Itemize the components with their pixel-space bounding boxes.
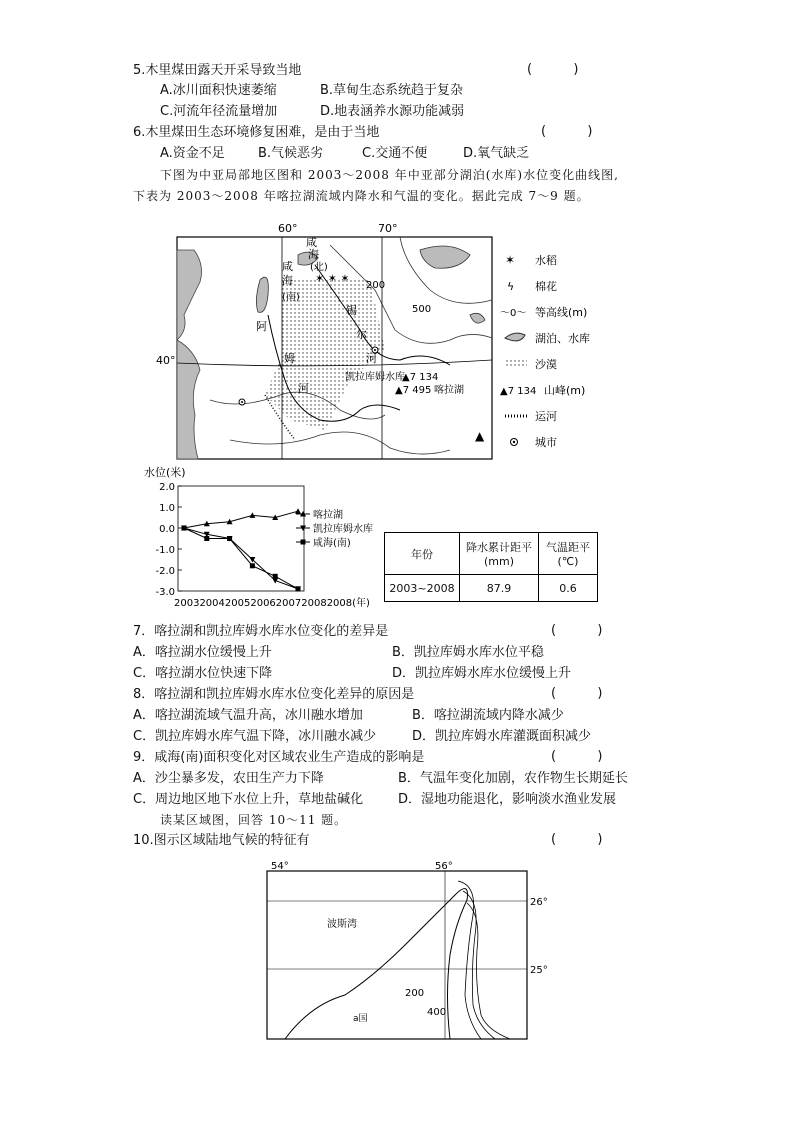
lat-25-label: 25° (530, 965, 548, 976)
rice-symbol: ✶ ✶ ✶ (315, 272, 350, 285)
chart-plot-frame (178, 486, 304, 591)
chart-series-line-0 (184, 511, 298, 528)
legend-lake: 湖泊、水库 (535, 332, 590, 345)
water-level-chart (140, 462, 385, 612)
q7-option-b: B．凯拉库姆水库水位平稳 (392, 645, 544, 660)
lon-70-label: 70° (378, 222, 398, 235)
table-cell-year: 2003~2008 (385, 575, 460, 602)
chart-point-2-4 (273, 574, 278, 579)
legend-desert: 沙漠 (535, 358, 557, 371)
chart-point-2-1 (204, 536, 209, 541)
chart-point-2-3 (250, 563, 255, 568)
q6-answer-paren: ( ) (541, 124, 593, 139)
chart-x-tick-labels: 2003200420052006200720082008(年) (174, 598, 370, 609)
aral-south-label-1: 咸 (282, 260, 293, 273)
chart-y-tick-label: 2.0 (159, 482, 175, 493)
syr-river-label-3: 河 (366, 352, 377, 365)
q8-stem: 8．喀拉湖和凯拉库姆水库水位变化差异的原因是 (133, 687, 415, 702)
lon-60-label: 60° (278, 222, 298, 235)
q6-option-b: B.气候恶劣 (258, 146, 324, 161)
q9-option-d: D．湿地功能退化，影响淡水渔业发展 (398, 792, 617, 807)
q8-answer-paren: ( ) (551, 686, 603, 701)
map-legend (500, 253, 590, 449)
aral-south-label-3: (南) (282, 292, 300, 303)
chart-y-tick-label: 0.0 (159, 524, 175, 535)
q8-option-d: D．凯拉库姆水库灌溉面积减少 (412, 729, 592, 744)
chart-y-tick-label: -1.0 (155, 545, 175, 556)
legend-contour-prefix: ～0～ (500, 308, 527, 319)
syr-river-label-1: 锡 (346, 304, 357, 317)
legend-peak: 山峰(m) (544, 384, 586, 397)
chart-point-2-2 (227, 536, 232, 541)
table-header-year: 年份 (385, 533, 460, 575)
aral-north-label-2: 海 (308, 248, 319, 261)
central-asia-map (156, 220, 630, 465)
chart-legend-label-1: 凯拉库姆水库 (313, 524, 373, 535)
syr-river-label-2: 尔 (356, 328, 367, 341)
aral-north-label-1: 咸 (306, 236, 317, 249)
intro-7-9-line2: 下表为 2003～2008 年喀拉湖流域内降水和气温的变化。据此完成 7～9 题。 (133, 189, 590, 203)
table-header-precip-line1: 降水累计距平 (466, 541, 532, 554)
q8-option-c: C．凯拉库姆水库气温下降，冰川融水减少 (133, 729, 377, 744)
country-a-label: a国 (353, 1014, 368, 1024)
q8-option-b: B．喀拉湖流域内降水减少 (412, 708, 564, 723)
q9-option-c: C．周边地区地下水位上升，草地盐碱化 (133, 792, 364, 807)
amu-river-label-2: 姆 (284, 352, 295, 365)
chart-point-0-5 (295, 508, 301, 514)
legend-peak-prefix: ▲7 134 (500, 386, 537, 397)
q9-stem: 9．咸海(南)面积变化对区域农业生产造成的影响是 (133, 750, 425, 765)
legend-contour: 等高线(m) (535, 306, 588, 319)
table-cell-temp: 0.6 (539, 575, 598, 602)
q7-option-d: D．凯拉库姆水库水位缓慢上升 (392, 666, 572, 681)
lon-56-label: 56° (435, 861, 453, 872)
q9-option-a: A．沙尘暴多发，农田生产力下降 (133, 771, 324, 786)
peak-7495-label: ▲7 495 (395, 385, 432, 396)
lat-26-label: 26° (530, 897, 548, 908)
aral-north-label-3: (北) (310, 262, 328, 273)
karakul-lake-label: 喀拉湖 (434, 385, 464, 396)
table-header-precip-line2: (mm) (483, 555, 514, 568)
q9-option-b: B．气温年变化加剧，农作物生长期延长 (398, 771, 628, 786)
chart-legend-label-2: 咸海(南) (313, 538, 351, 549)
q5-stem: 5.木里煤田露天开采导致当地 (133, 63, 302, 78)
chart-point-2-5 (296, 586, 301, 591)
lat-40-label: 40° (156, 354, 176, 367)
intro-7-9-line1: 下图为中亚局部地区图和 2003～2008 年中亚部分湖泊(水库)水位变化曲线图, (160, 168, 619, 182)
aral-south-label-2: 海 (282, 274, 293, 287)
table-header-temp-line2: (℃) (557, 555, 579, 568)
q5-answer-paren: ( ) (527, 62, 579, 77)
intro-10-11: 读某区域图，回答 10～11 题。 (160, 813, 348, 827)
q5-option-c: C.河流年径流量增加 (160, 104, 278, 119)
q6-option-a: A.资金不足 (160, 146, 225, 161)
legend-city: 城市 (535, 436, 557, 449)
persian-gulf-label: 波斯湾 (327, 919, 357, 930)
legend-canal: 运河 (535, 410, 557, 423)
q5-option-d: D.地表涵养水源功能减弱 (320, 104, 465, 119)
table-header-precip (460, 533, 539, 575)
chart-legend-label-0: 喀拉湖 (313, 510, 343, 521)
table-header-temp-line1: 气温距平 (546, 541, 590, 554)
contour-200-label-2: 200 (405, 988, 425, 999)
kairakkum-reservoir-label: 凯拉库姆水库 (345, 372, 405, 383)
q5-option-b: B.草甸生态系统趋于复杂 (320, 83, 464, 98)
contour-200-label: 200 (366, 280, 386, 291)
amu-river-label-1: 阿 (256, 320, 267, 333)
q10-answer-paren: ( ) (551, 832, 603, 847)
q9-answer-paren: ( ) (551, 749, 603, 764)
chart-y-tick-label: -3.0 (155, 587, 175, 598)
q6-option-c: C.交通不便 (362, 146, 428, 161)
chart-legend-marker-2 (301, 540, 306, 545)
q5-option-a: A.冰川面积快速萎缩 (160, 83, 277, 98)
lon-54-label: 54° (271, 861, 289, 872)
contour-500-label: 500 (412, 304, 432, 315)
table-cell-precip: 87.9 (460, 575, 539, 602)
q6-option-d: D.氧气缺乏 (463, 146, 530, 161)
chart-y-tick-label: 1.0 (159, 503, 175, 514)
chart-ylabel: 水位(米) (144, 466, 186, 479)
persian-gulf-map (255, 855, 555, 1045)
q7-stem: 7．喀拉湖和凯拉库姆水库水位变化的差异是 (133, 624, 389, 639)
q7-option-a: A．喀拉湖水位缓慢上升 (133, 645, 272, 660)
legend-cotton: 棉花 (535, 280, 557, 293)
chart-series-line-2 (184, 528, 298, 589)
contour-400-label: 400 (427, 1007, 447, 1018)
q8-option-a: A．喀拉湖流域气温升高，冰川融水增加 (133, 708, 363, 723)
amu-river-label-3: 河 (298, 382, 309, 395)
table-header-temp (539, 533, 598, 575)
mountain-peak-symbol: ▲ (475, 429, 485, 443)
peak-7134-label: ▲7 134 (402, 372, 439, 383)
chart-point-2-0 (182, 526, 187, 531)
legend-rice: 水稻 (535, 254, 557, 267)
q10-stem: 10.图示区域陆地气候的特征有 (133, 833, 310, 848)
q6-stem: 6.木里煤田生态环境修复困难，是由于当地 (133, 125, 380, 140)
q7-answer-paren: ( ) (551, 623, 603, 638)
svg-text:✶: ✶ (505, 253, 516, 267)
chart-y-tick-label: -2.0 (155, 566, 175, 577)
climate-table (384, 532, 598, 602)
svg-text:ϟ: ϟ (507, 280, 515, 293)
q7-option-c: C．喀拉湖水位快速下降 (133, 666, 273, 681)
